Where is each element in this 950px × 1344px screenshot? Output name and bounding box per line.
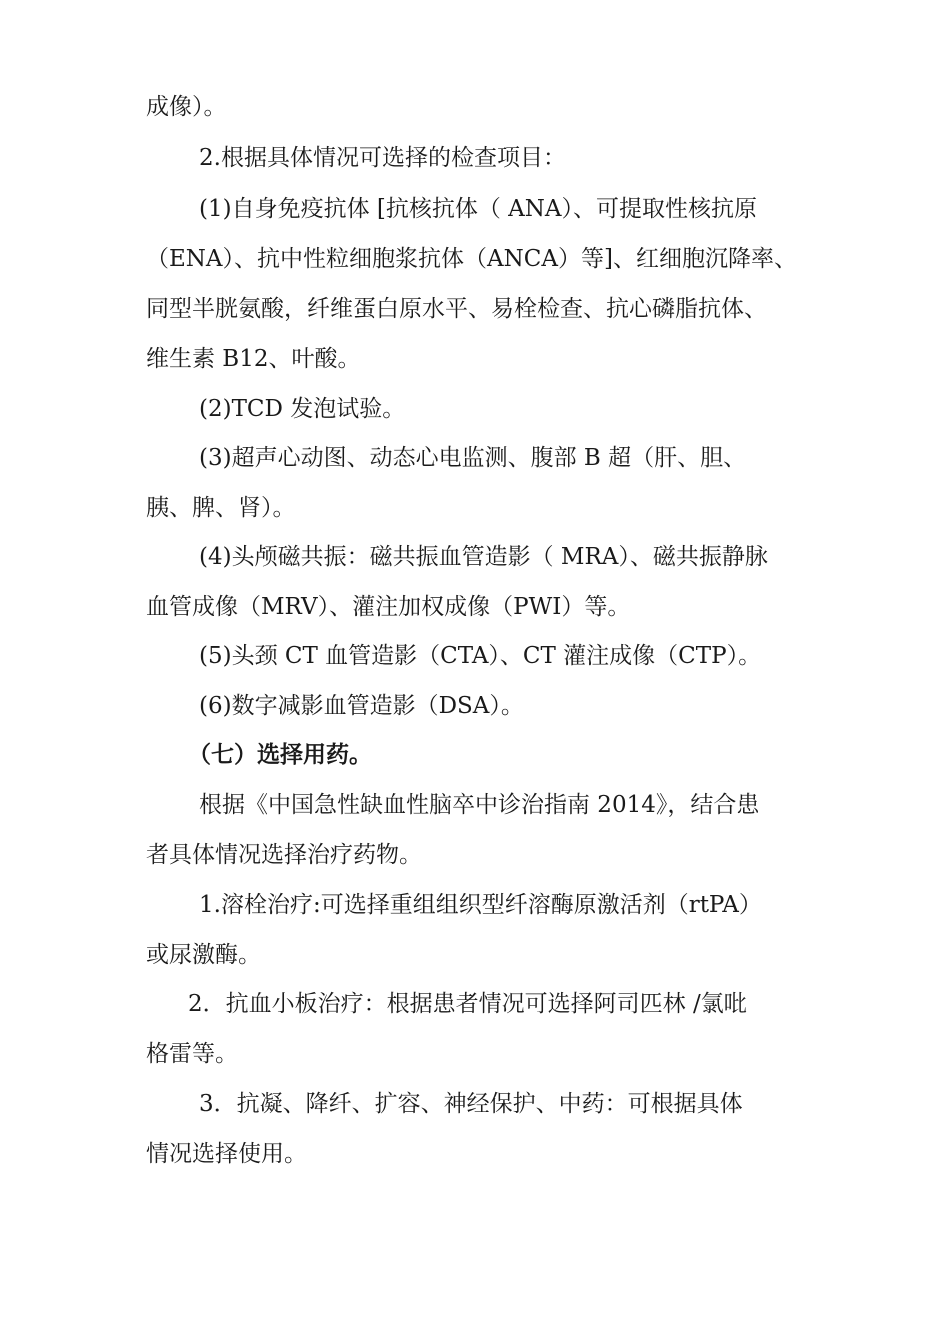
text-line: 根据《中国急性缺血性脑卒中诊治指南 2014》，结合患 xyxy=(199,792,760,818)
text-line: （ENA）、抗中性粒细胞浆抗体（ANCA）等]、红细胞沉降率、 xyxy=(146,246,797,272)
text-line: 情况选择使用。 xyxy=(146,1141,307,1167)
text-line: (4)头颅磁共振：磁共振血管造影（ MRA）、磁共振静脉 xyxy=(199,544,768,570)
text-line: (2)TCD 发泡试验。 xyxy=(199,396,406,422)
text-line: 格雷等。 xyxy=(146,1041,238,1067)
section-heading: （七）选择用药。 xyxy=(188,742,372,768)
text-line: 同型半胱氨酸，纤维蛋白原水平、易栓检查、抗心磷脂抗体、 xyxy=(146,296,767,322)
text-line: 者具体情况选择治疗药物。 xyxy=(146,842,422,868)
text-line: (6)数字减影血管造影（DSA）。 xyxy=(199,693,524,719)
text-line: 胰、脾、肾）。 xyxy=(146,495,296,521)
text-line: (3)超声心动图、动态心电监测、腹部 B 超（肝、胆、 xyxy=(199,445,747,471)
text-line: 2.根据具体情况可选择的检查项目： xyxy=(199,145,566,171)
text-line: 维生素 B12、叶酸。 xyxy=(146,346,361,372)
text-line: 成像）。 xyxy=(146,94,227,120)
text-line: (5)头颈 CT 血管造影（CTA）、CT 灌注成像（CTP）。 xyxy=(199,643,762,669)
text-line: 血管成像（MRV）、灌注加权成像（PWI）等。 xyxy=(146,594,631,620)
text-line: (1)自身免疫抗体 [抗核抗体（ ANA）、可提取性核抗原 xyxy=(199,196,758,222)
text-line: 或尿激酶。 xyxy=(146,942,261,968)
text-line: 3．抗凝、降纤、扩容、神经保护、中药：可根据具体 xyxy=(199,1091,743,1117)
text-line: 1.溶栓治疗:可选择重组组织型纤溶酶原激活剂（rtPA） xyxy=(199,892,762,918)
text-line: 2．抗血小板治疗：根据患者情况可选择阿司匹林 /氯吡 xyxy=(188,991,747,1017)
